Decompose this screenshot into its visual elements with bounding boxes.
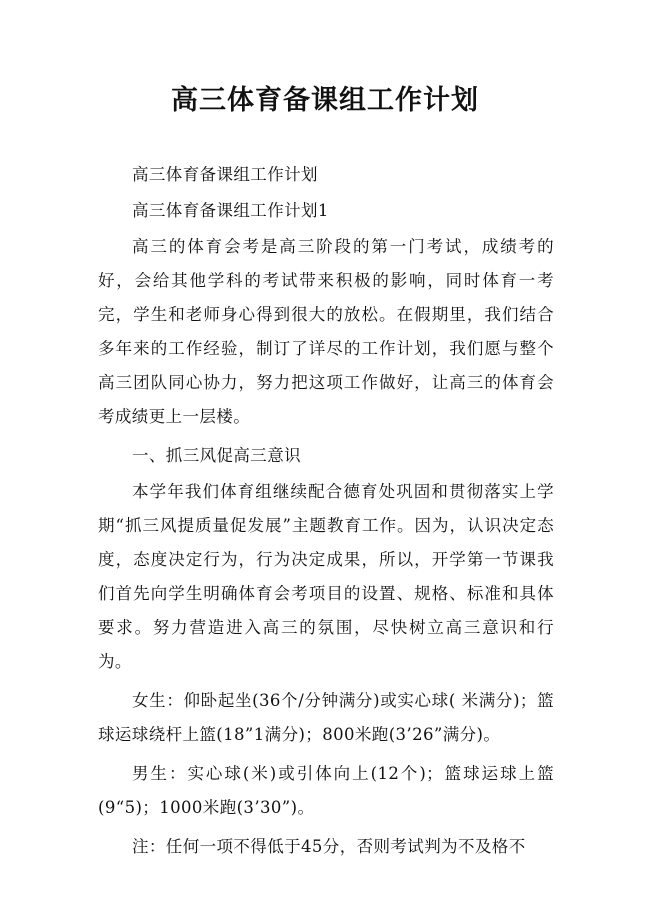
- document-title: 高三体育备课组工作计划: [171, 85, 479, 116]
- female-standard-paragraph: 女生：仰卧起坐(36个/分钟满分)或实心球( 米满分)；篮球运球绕杆上篮(18”1满分)；800米跑(3’26”满分)。: [98, 691, 554, 744]
- note-paragraph: 注：任何一项不得低于45分，否则考试判为不及格不: [132, 837, 526, 856]
- document-body: [98, 158, 554, 864]
- section-one-paragraph: 本学年我们体育组继续配合德育处巩固和贯彻落实上学期“抓三风提质量促发展”主题教育工作。因为，认识决定态度，态度决定行为，行为决定成果，所以，开学第一节课我们首先向学生明确体育会考项目的设置、规格、标准和具体要求。努力营造进入高三的氛围，尽快树立高三意识和行为。: [98, 482, 554, 671]
- section-title-paragraph: 高三体育备课组工作计划1: [132, 201, 329, 220]
- section-heading-one: 一、抓三风促高三意识: [132, 446, 301, 465]
- intro-paragraph: 高三的体育会考是高三阶段的第一门考试，成绩考的好，会给其他学科的考试带来积极的影响，同时体育一考完，学生和老师身心得到很大的放松。在假期里，我们结合多年来的工作经验，制订了详尽的工作计划，我们愿与整个高三团队同心协力，努力把这项工作做好，让高三的体育会考成绩更上一层楼。: [98, 237, 554, 426]
- subtitle-paragraph: 高三体育备课组工作计划: [132, 165, 318, 184]
- male-standard-paragraph: 男生：实心球(米)或引体向上(12个)；篮球运球上篮(9“5)；1000米跑(3’30”)。: [98, 764, 554, 817]
